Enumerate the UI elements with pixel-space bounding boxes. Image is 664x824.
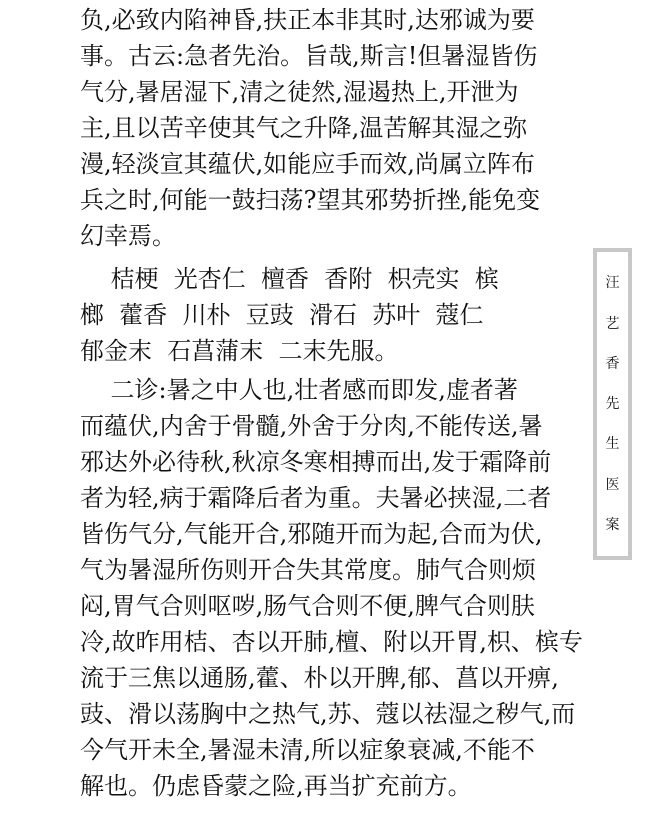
text-line: 负,必致内陷神昏,扶正本非其时,达邪诚为要 bbox=[80, 6, 535, 34]
text-line: 解也。仍虑昏蒙之险,再当扩充前方。 bbox=[80, 772, 472, 800]
book-title-char: 先 bbox=[605, 396, 620, 412]
text-line: 主,且以苦辛使其气之升降,温苦解其湿之弥 bbox=[80, 114, 528, 142]
book-title-tab-inner bbox=[597, 252, 628, 556]
text-line: 二诊:暑之中人也,壮者感而即发,虚者著 bbox=[80, 376, 518, 404]
herb-list-line: 桔梗 光杏仁 檀香 香附 枳壳实 槟 bbox=[80, 265, 499, 293]
book-title-char: 案 bbox=[605, 516, 620, 533]
text-line: 气分,暑居湿下,清之徒然,湿遏热上,开泄为 bbox=[80, 78, 519, 106]
book-title-char: 香 bbox=[605, 355, 620, 372]
text-line: 者为轻,病于霜降后者为重。夫暑必挟湿,二者 bbox=[80, 484, 552, 512]
text-line: 邪达外必待秋,秋凉冬寒相搏而出,发于霜降前 bbox=[80, 448, 552, 476]
book-title-char: 生 bbox=[605, 436, 620, 453]
herb-list-line: 郁金末 石菖蒲末 二末先服。 bbox=[80, 337, 399, 365]
text-line: 皆伤气分,气能开合,邪随开而为起,合而为伏, bbox=[80, 520, 543, 548]
text-line: 事。古云:急者先治。旨哉,斯言!但暑湿皆伤 bbox=[80, 42, 538, 70]
text-line: 豉、滑以荡胸中之热气,苏、蔻以祛湿之秽气,而 bbox=[80, 700, 576, 728]
text-line: 闷,胃气合则呕哕,肠气合则不便,脾气合则肤 bbox=[80, 592, 535, 620]
book-title-char: 艺 bbox=[605, 315, 620, 332]
herb-list-line: 榔 藿香 川朴 豆豉 滑石 苏叶 蔻仁 bbox=[80, 301, 484, 329]
book-title-char: 汪 bbox=[605, 275, 620, 292]
text-line: 流于三焦以通肠,藿、朴以开脾,郁、菖以开痹, bbox=[80, 664, 559, 692]
text-line: 兵之时,何能一鼓扫荡?望其邪势折挫,能免变 bbox=[80, 186, 541, 214]
text-line: 幻幸焉。 bbox=[80, 222, 176, 250]
text-line: 漫,轻淡宣其蕴伏,如能应手而效,尚属立阵布 bbox=[80, 150, 535, 178]
text-line: 今气开未全,暑湿未清,所以症象衰减,不能不 bbox=[80, 736, 535, 764]
book-title-char: 医 bbox=[605, 476, 620, 493]
text-line: 而蕴伏,内舍于骨髓,外舍于分肉,不能传送,暑 bbox=[80, 412, 543, 440]
text-line: 气为暑湿所伤则开合失其常度。肺气合则烦 bbox=[80, 556, 536, 584]
book-title-tab bbox=[593, 248, 632, 560]
text-line: 冷,故昨用桔、杏以开肺,檀、附以开胃,枳、槟专 bbox=[80, 628, 583, 656]
